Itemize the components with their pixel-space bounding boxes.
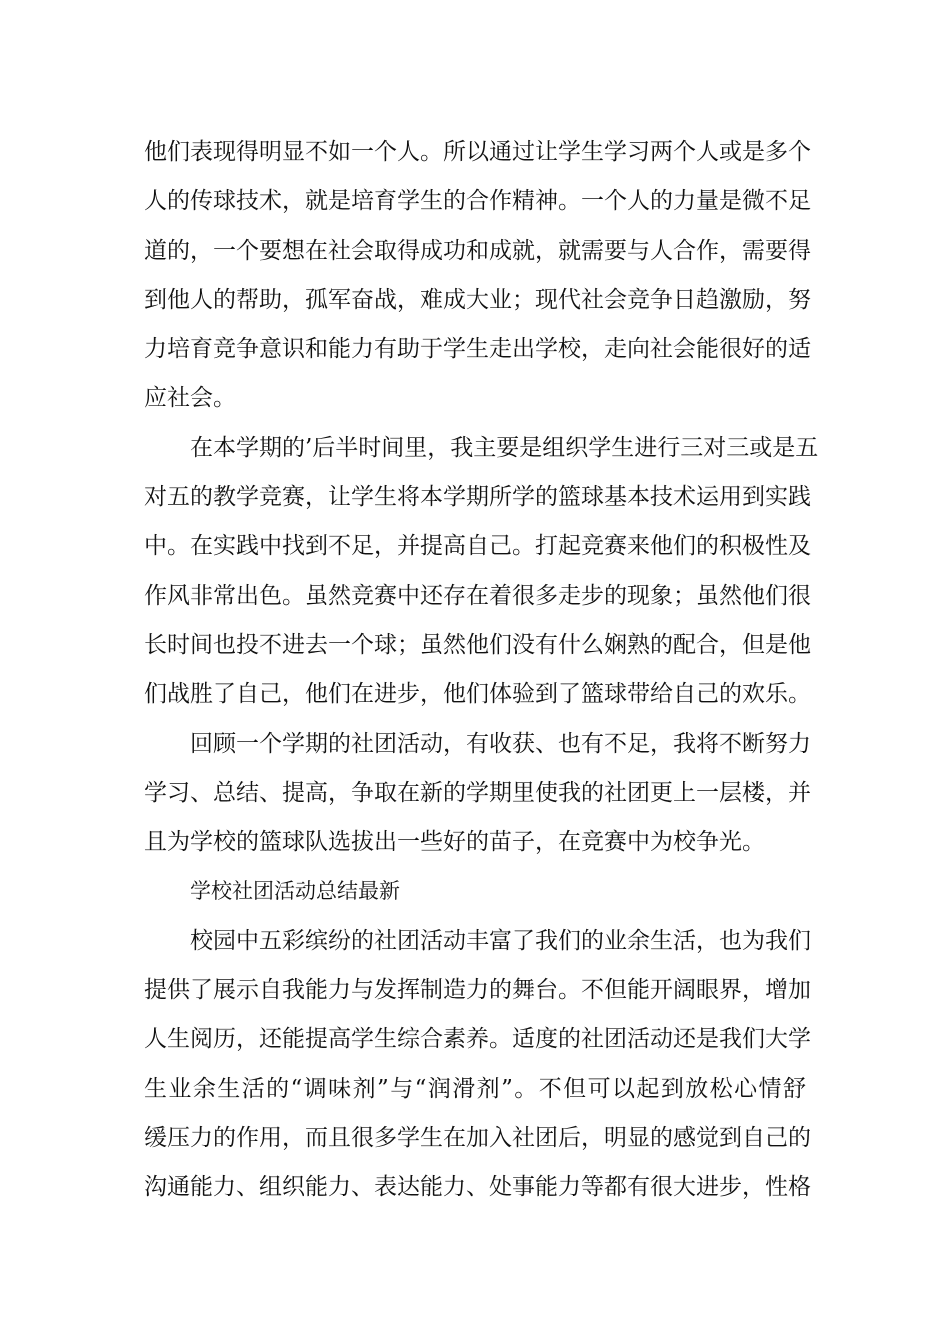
text-line: 中。在实践中找到不足，并提高自己。打起竞赛来他们的积极性及 <box>144 533 811 560</box>
text-line: 应社会。 <box>144 385 236 412</box>
text-line: 缓压力的作用，而且很多学生在加入社团后，明显的感觉到自己的 <box>144 1124 811 1151</box>
text-line: 们战胜了自己，他们在进步，他们体验到了篮球带给自己的欢乐。 <box>144 681 811 708</box>
text-line: 道的，一个要想在社会取得成功和成就，就需要与人合作，需要得 <box>144 237 811 264</box>
text-line: 作风非常出色。虽然竞赛中还存在着很多走步的现象；虽然他们很 <box>144 582 811 609</box>
text-line: 到他人的帮助，孤军奋战，难成大业；现代社会竞争日趋激励，努 <box>144 286 811 313</box>
document-body <box>144 128 819 1213</box>
text-line: 人生阅历，还能提高学生综合素养。适度的社团活动还是我们大学 <box>144 1026 811 1053</box>
text-line: 在本学期的’后半时间里，我主要是组织学生进行三对三或是五 <box>190 434 819 461</box>
text-line: 他们表现得明显不如一个人。所以通过让学生学习两个人或是多个 <box>144 139 811 165</box>
section-heading: 学校社团活动总结最新 <box>190 879 400 904</box>
text-line: 生业余生活的“调味剂”与“润滑剂”。不但可以起到放松心情舒 <box>144 1075 806 1102</box>
text-line: 学习、总结、提高，争取在新的学期里使我的社团更上一层楼，并 <box>144 779 811 806</box>
text-line: 人的传球技术，就是培育学生的合作精神。一个人的力量是微不足 <box>144 188 811 215</box>
text-line: 沟通能力、组织能力、表达能力、处事能力等都有很大进步，性格 <box>144 1174 811 1201</box>
text-line: 回顾一个学期的社团活动，有收获、也有不足，我将不断努力 <box>190 730 811 757</box>
text-line: 对五的教学竞赛，让学生将本学期所学的篮球基本技术运用到实践 <box>144 484 811 511</box>
text-line: 校园中五彩缤纷的社团活动丰富了我们的业余生活，也为我们 <box>190 927 811 954</box>
text-line: 提供了展示自我能力与发挥制造力的舞台。不但能开阔眼界，增加 <box>144 977 811 1004</box>
text-line: 长时间也投不进去一个球；虽然他们没有什么娴熟的配合，但是他 <box>144 631 811 658</box>
text-line: 力培育竞争意识和能力有助于学生走出学校，走向社会能很好的适 <box>144 336 811 363</box>
text-line: 且为学校的篮球队选拔出一些好的苗子，在竞赛中为校争光。 <box>144 829 765 856</box>
